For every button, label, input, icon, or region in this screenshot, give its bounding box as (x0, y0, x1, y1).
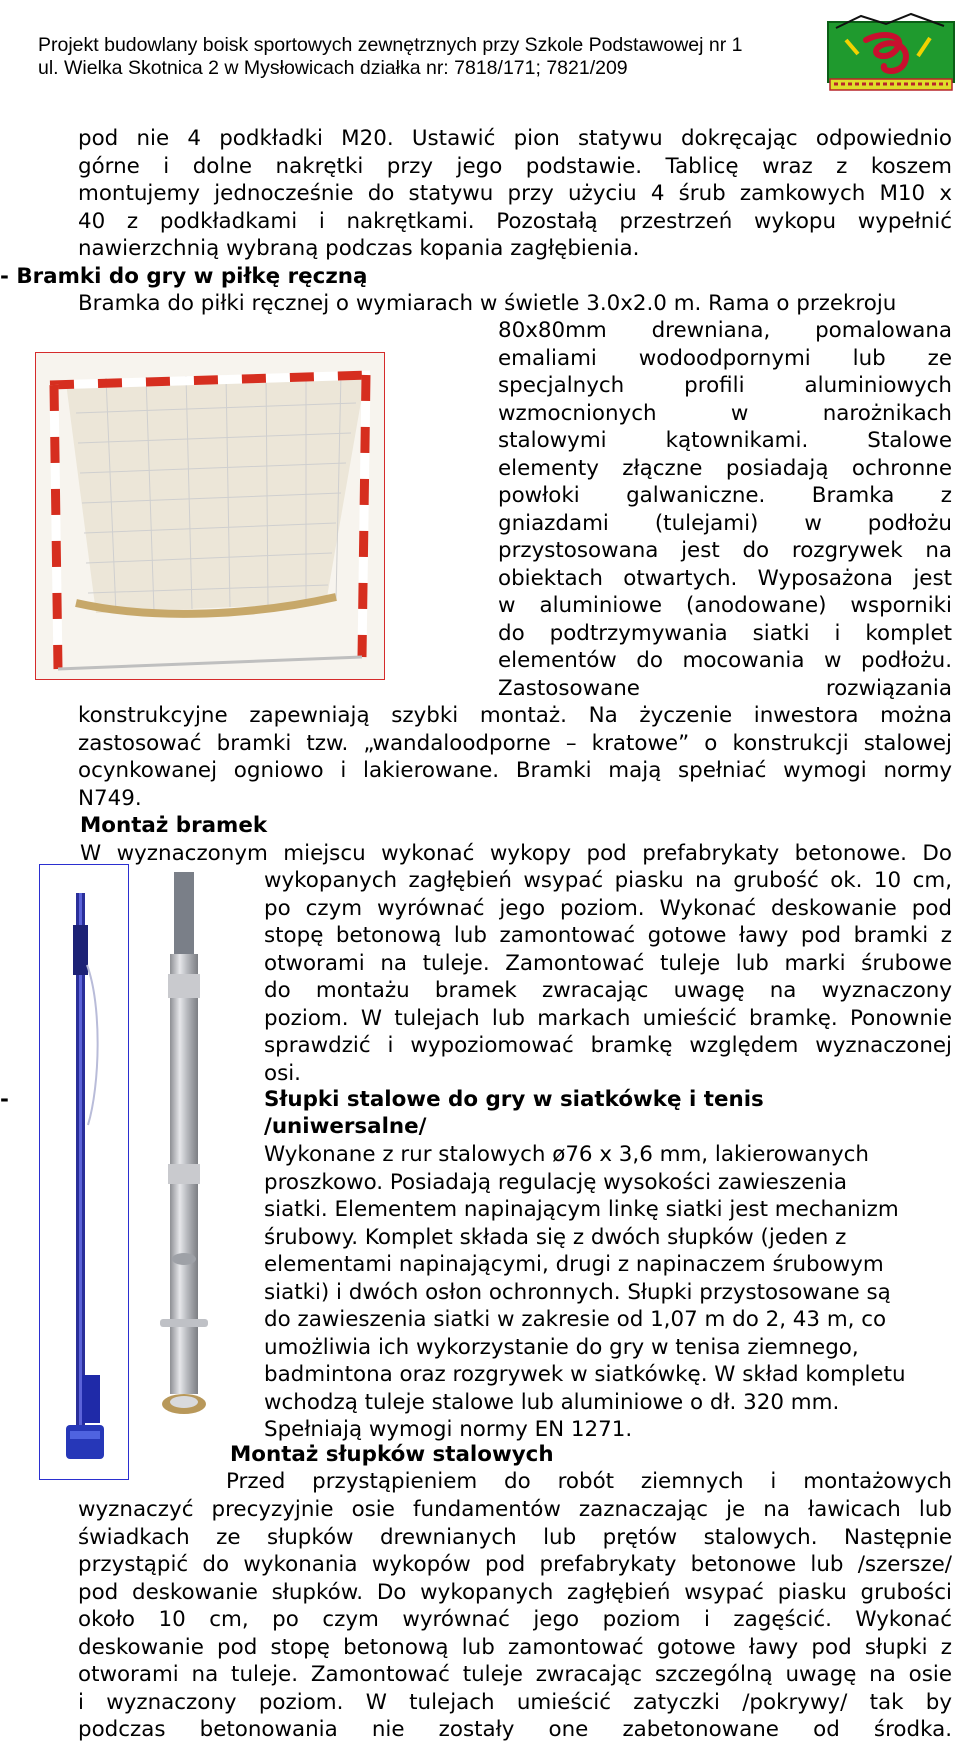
text-line: śrubowy. Komplet składa się z dwóch słupków (jeden z (264, 1224, 847, 1250)
text-line: ocynkowanej ogniowo i lakierowane. Bramki mają spełniać wymogi normy (78, 758, 952, 783)
text-line: siatki. Elementem napinającym linkę siatki jest mechanizm (264, 1197, 899, 1222)
text-line: gniazdami (tulejami) w podłożu (498, 510, 952, 536)
text-line: pod deskowanie słupków. Do wykopanych zagłębień wsypać piasku grubości (78, 1579, 952, 1605)
text-line: poziom. W tulejach lub markach umieścić bramkę. Ponownie (264, 1005, 952, 1031)
header-line-2: ul. Wielka Skotnica 2 w Mysłowicach działka nr: 7818/171; 7821/209 (38, 57, 628, 79)
handball-continuation (78, 702, 952, 812)
text-line: otworami na tuleje. Zamontować tuleje zwracając szczególną uwagę na osie (78, 1662, 952, 1687)
text-line: elementami napinającymi, drugi z napinaczem śrubowym (264, 1252, 884, 1277)
text-line: Zastosowane rozwiązania (498, 675, 952, 701)
text-line: około 10 cm, po czym wyrównać jego poziom i zagęścić. Wykonać (78, 1607, 952, 1632)
text-line: górne i dolne nakrętki przy jego podstawie. Tablicę wraz z koszem (78, 153, 952, 179)
text-line: przystąpić do wykonania wykopów pod prefabrykaty betonowe lub /szersze/ (78, 1552, 952, 1577)
text-line: elementy złączne posiadają ochronne (498, 455, 952, 481)
post-mount-first-line: Przed przystąpieniem do robót ziemnych i montażowych (226, 1469, 952, 1494)
post-image-blue (39, 864, 129, 1480)
text-line: konstrukcyjne zapewniają szybki montaż. Na życzenie inwestora można (78, 703, 952, 728)
text-line: 40 z podkładkami i nakrętkami. Pozostałą przestrzeń wykopu wypełnić (78, 208, 952, 234)
text-line: obiektach otwartych. Wyposażona jest (498, 565, 952, 591)
post-mount-heading: Montaż słupków stalowych (230, 1442, 554, 1467)
text-line: stalowymi kątownikami. Stalowe (498, 428, 952, 453)
text-line: umożliwia ich wykorzystanie do gry w tenisa ziemnego, (264, 1334, 859, 1360)
text-line: wykopanych zagłębień wsypać piasku na grubość ok. 10 cm, (264, 868, 952, 893)
text-line: Spełniają wymogi normy EN 1271. (264, 1417, 633, 1442)
text-line: świadkach ze słupków drewnianych lub prętów stalowych. Następnie (78, 1524, 952, 1550)
post-mount-body (78, 1496, 952, 1744)
posts-dash: - (0, 1087, 9, 1112)
text-line: zastosować bramki tzw. „wandaloodporne – kratowe” o konstrukcji stalowej (78, 730, 952, 756)
text-line: podczas betonowania nie zostały one zabetonowane od środka. (78, 1717, 952, 1742)
posts-body (264, 1141, 906, 1444)
text-line: stopę betonową lub zamontować gotowe ławy pod bramki z (264, 923, 952, 948)
text-line: elementów do mocowania w podłożu. (498, 648, 952, 673)
text-line: 80x80mm drewniana, pomalowana (498, 318, 952, 343)
handball-side-text (498, 317, 952, 702)
text-line: siatki) i dwóch osłon ochronnych. Słupki przystosowane są (264, 1279, 891, 1305)
goal-mount-body (264, 867, 952, 1087)
handball-goals-heading: - Bramki do gry w piłkę ręczną (0, 264, 368, 289)
intro-paragraph (78, 125, 952, 263)
text-line: do podtrzymywania siatki i komplet (498, 620, 952, 646)
text-line: deskowanie pod stopę betonową lub zamontować gotowe ławy pod słupki z (78, 1634, 952, 1660)
text-line: wzmocnionych w narożnikach (498, 400, 952, 426)
handball-first-line: Bramka do piłki ręcznej o wymiarach w świetle 3.0x2.0 m. Rama o przekroju (78, 291, 897, 316)
text-line: po czym wyrównać jego poziom. Wykonać deskowanie pod (264, 895, 952, 921)
text-line: do zawieszenia siatki w zakresie od 1,07 m do 2, 43 m, co (264, 1307, 887, 1332)
text-line: powłoki galwaniczne. Bramka z (498, 483, 952, 508)
goal-mount-heading: Montaż bramek (80, 813, 268, 838)
text-line: emaliami wodoodpornymi lub ze (498, 345, 952, 371)
text-line: N749. (78, 785, 142, 811)
text-line: sprawdzić i wypoziomować bramkę względem wyznaczonej (264, 1033, 952, 1058)
post-image-silver (160, 864, 250, 1424)
text-line: i wyznaczony poziom. W tulejach umieścić zatyczki /pokrywy/ tak by (78, 1689, 952, 1715)
text-line: otworami na tuleje. Zamontować tuleje lub marki śrubowe (264, 950, 952, 976)
text-line: przystosowana jest do rozgrywek na (498, 538, 952, 563)
goal-mount-first-line: W wyznaczonym miejscu wykonać wykopy pod prefabrykaty betonowe. Do (80, 841, 952, 866)
text-line: badmintona oraz rozgrywek w siatkówkę. W skład kompletu (264, 1362, 906, 1387)
handball-goal-image (35, 352, 385, 680)
school-logo (826, 6, 956, 92)
text-line: wyznaczyć precyzyjnie osie fundamentów zaznaczając je na ławicach lub (78, 1497, 952, 1522)
text-line: pod nie 4 podkładki M20. Ustawić pion statywu dokręcając odpowiednio (78, 126, 952, 151)
posts-heading-line-1: Słupki stalowe do gry w siatkówkę i tenis (264, 1087, 764, 1112)
text-line: osi. (264, 1060, 301, 1086)
text-line: Wykonane z rur stalowych ø76 x 3,6 mm, lakierowanych (264, 1142, 869, 1167)
text-line: w aluminiowe (anodowane) wsporniki (498, 593, 952, 618)
text-line: proszkowo. Posiadają regulację wysokości zawieszenia (264, 1169, 847, 1195)
text-line: wchodzą tuleje stalowe lub aluminiowe o dł. 320 mm. (264, 1389, 840, 1415)
text-line: nawierzchnią wybraną podczas kopania zagłębienia. (78, 236, 640, 261)
text-line: montujemy jednocześnie do statywu przy użyciu 4 śrub zamkowych M10 x (78, 181, 952, 206)
posts-heading-line-2: /uniwersalne/ (264, 1114, 427, 1139)
text-line: specjalnych profili aluminiowych (498, 373, 952, 398)
header-line-1: Projekt budowlany boisk sportowych zewnętrznych przy Szkole Podstawowej nr 1 (38, 34, 743, 56)
text-line: do montażu bramek zwracając uwagę na wyznaczony (264, 978, 952, 1003)
